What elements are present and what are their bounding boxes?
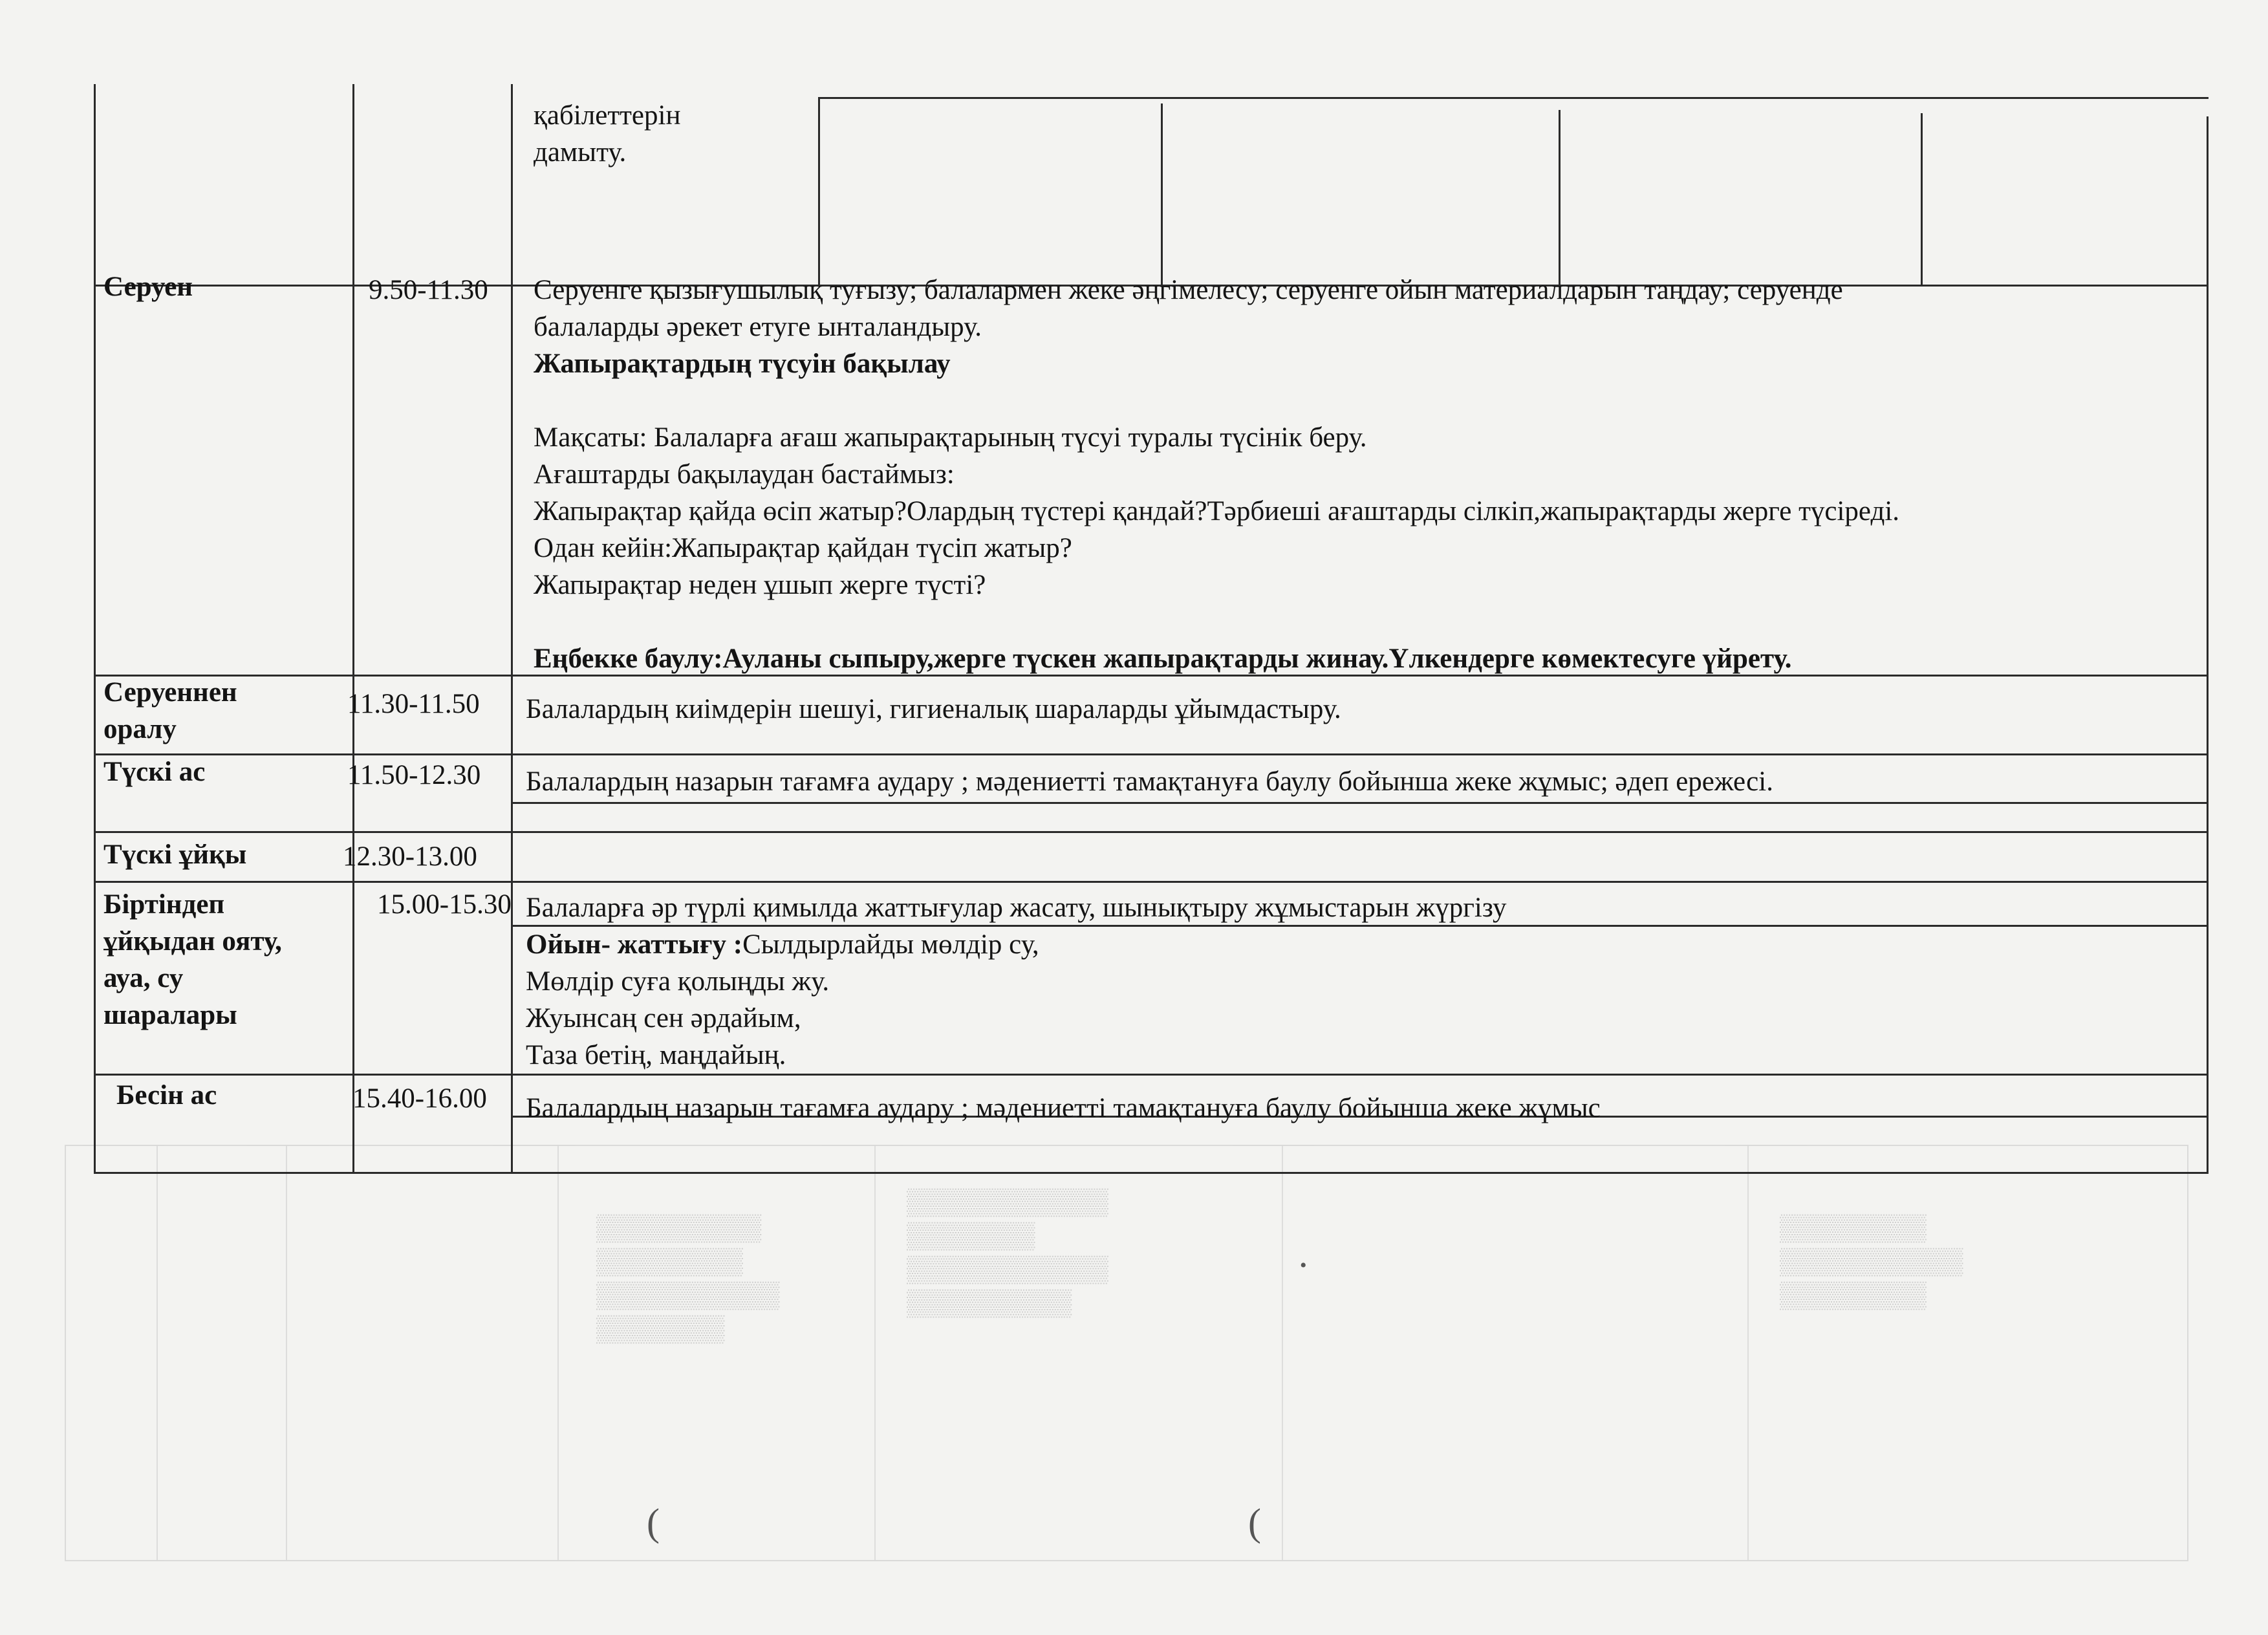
row-time-seruennen: 11.30-11.50 [347, 689, 480, 719]
row-time-birtindep: 15.00-15.30 [377, 889, 512, 920]
row-time-seruen: 9.50-11.30 [369, 275, 488, 305]
label-line: ұйқыдан ояту, [103, 926, 282, 957]
row-time-tuski-uiqy: 12.30-13.00 [343, 841, 477, 872]
ghost-text: ▒▒▒▒▒▒▒▒▒ ▒▒▒▒▒▒▒▒ ▒▒▒▒▒▒▒▒▒▒ ▒▒▒▒▒▒▒ [596, 1213, 780, 1343]
row-time-tuski-as: 11.50-12.30 [347, 760, 481, 790]
ghost-divider [157, 1146, 158, 1560]
row-content-seruennen: Балалардың киімдерін шешуі, гигиеналық шараларды ұйымдастыру. [526, 694, 1341, 724]
ghost-text: ▒▒▒▒▒▒▒▒▒▒▒ ▒▒▒▒▒▒▒ ▒▒▒▒▒▒▒▒▒▒▒ ▒▒▒▒▒▒▒▒▒ [907, 1187, 1108, 1317]
row-label-seruen: Серуен [103, 272, 193, 302]
blank-line [534, 603, 1899, 640]
row-content-tuski-as: Балалардың назарын тағамға аудару ; мәдениетті тамақтануға баулу бойынша жеке жұмыс; әдеп ережесі. [526, 766, 1773, 797]
table-border-bottom [94, 1172, 2209, 1174]
activity-heading: Жапырақтардың түсуін бақылау [534, 349, 951, 379]
label-line: Серуеннен [103, 677, 237, 708]
cell-text: дамыту. [534, 137, 627, 168]
top-row-line [818, 97, 2209, 99]
label-line: ауа, су [103, 963, 184, 993]
content-line: Одан кейін:Жапырақтар қайдан түсіп жатыр? [534, 533, 1072, 563]
ghost-divider [557, 1146, 559, 1560]
poem-line: Жуынсаң сен әрдайым, [526, 1003, 801, 1034]
column-divider-time [352, 84, 354, 1174]
table-border-right [2207, 116, 2209, 1174]
row-label-birtindep [103, 886, 282, 1034]
top-row-cell [534, 97, 680, 171]
row-content-birtindep [526, 889, 1506, 1074]
row-label-tuski-as: Түскі ас [103, 757, 206, 787]
content-line: Мақсаты: Балаларға ағаш жапырақтарының түсуі туралы түсінік беру. [534, 422, 1367, 453]
ghost-divider [1747, 1146, 1749, 1560]
row-content-seruen [534, 272, 1899, 677]
poem-line: Сылдырлайды мөлдір су, [742, 929, 1039, 960]
top-row-divider [1559, 110, 1561, 285]
bleed-through-table [65, 1145, 2188, 1561]
row-label-besin-as: Бесін ас [116, 1080, 217, 1110]
content-line: Серуенге қызығушылық туғызу; балалармен жеке әңгімелесу; серуенге ойын материалдарын таңдау; серуенде [534, 275, 1843, 305]
row-label-seruennen [103, 674, 237, 748]
top-row-divider [818, 97, 820, 285]
ghost-text: ▒▒▒▒▒▒▒▒ ▒▒▒▒▒▒▒▒▒▒ ▒▒▒▒▒▒▒▒ [1780, 1213, 1963, 1309]
poem-line: Мөлдір суға қолыңды жу. [526, 966, 830, 997]
label-line: Біртіндеп [103, 889, 225, 920]
cell-text: қабілеттерін [534, 100, 681, 131]
labor-task-line: Еңбекке баулу:Ауланы сыпыру,жерге түскен жапырақтарды жинау.Үлкендерге көмектесуге үйрету. [534, 644, 1792, 674]
top-row-divider [1161, 103, 1163, 285]
ghost-divider [1282, 1146, 1283, 1560]
schedule-table [94, 84, 2183, 1174]
top-row-divider [1921, 113, 1923, 285]
row-content-besin-as: Балалардың назарын тағамға аудару ; мәдениетті тамақтануға баулу бойынша жеке жұмыс [526, 1093, 1601, 1123]
content-line: Ағаштарды бақылаудан бастаймыз: [534, 459, 955, 490]
table-border-left [94, 84, 96, 1174]
scan-mark: ( [647, 1501, 660, 1544]
row-line [94, 831, 2209, 833]
ghost-divider [874, 1146, 876, 1560]
row-label-tuski-uiqy: Түскі ұйқы [103, 839, 247, 870]
ghost-divider [286, 1146, 287, 1560]
inner-line [511, 802, 2209, 804]
row-line [94, 1074, 2209, 1076]
label-line: шаралары [103, 1000, 237, 1030]
label-line: оралу [103, 714, 177, 744]
content-line: Жапырақтар неден ұшып жерге түсті? [534, 570, 986, 600]
column-divider-content [511, 84, 513, 1174]
content-line: Жапырақтар қайда өсіп жатыр?Олардың түстері қандай?Тәрбиеші ағаштарды сілкіп,жапырақтарды жерге түсіреді. [534, 496, 1900, 526]
blank-line [534, 382, 1899, 419]
game-title: Ойын- жаттығу : [526, 929, 743, 960]
content-line: балаларды әрекет етуге ынталандыру. [534, 312, 982, 342]
row-line [94, 753, 2209, 755]
scan-mark: ( [1248, 1501, 1261, 1544]
scan-mark: • [1300, 1255, 1307, 1276]
poem-line: Таза бетің, маңдайың. [526, 1040, 786, 1070]
game-line [526, 926, 1506, 963]
row-line [94, 881, 2209, 883]
content-line: Балаларға әр түрлі қимылда жаттығулар жасату, шынықтыру жұмыстарын жүргізу [526, 893, 1507, 923]
row-time-besin-as: 15.40-16.00 [352, 1083, 487, 1114]
